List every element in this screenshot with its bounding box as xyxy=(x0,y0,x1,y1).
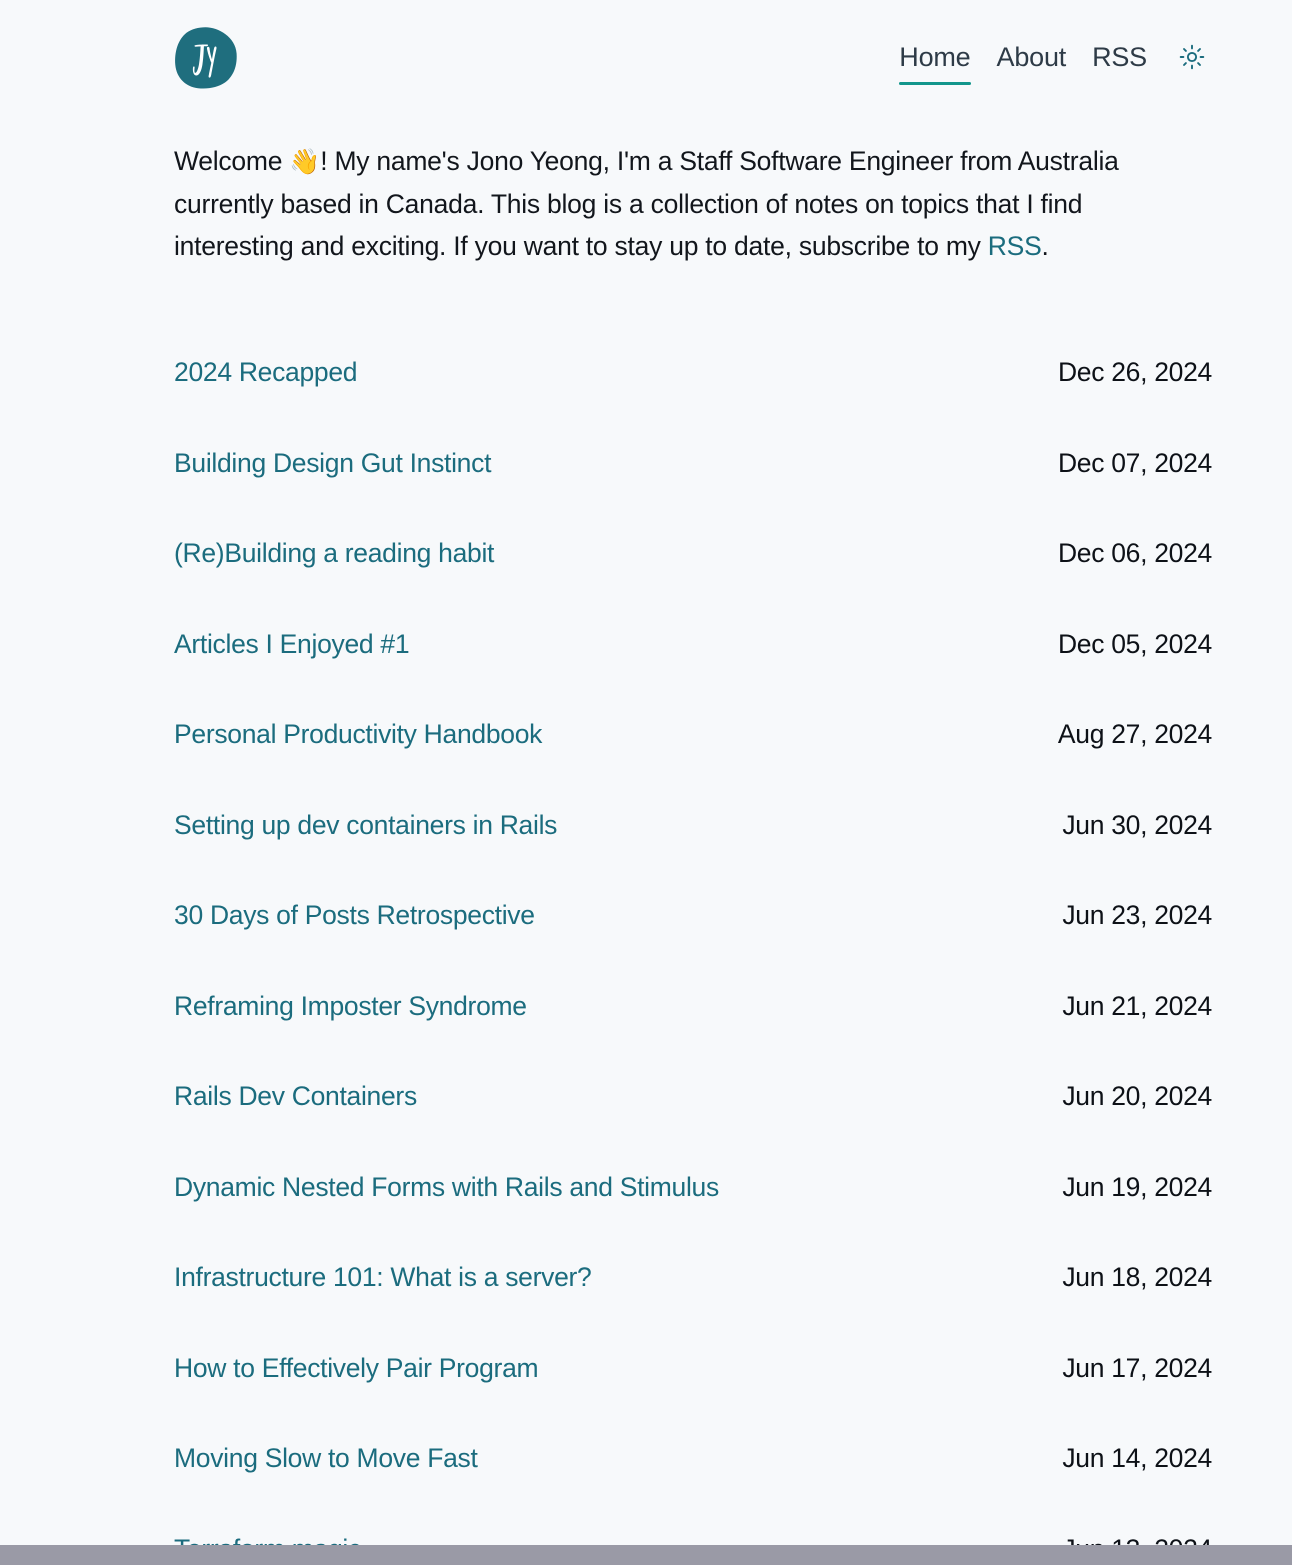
site-header xyxy=(174,0,1212,102)
post-title-link[interactable]: Setting up dev containers in Rails xyxy=(174,809,558,840)
post-date: Jun 30, 2024 xyxy=(1062,809,1212,840)
post-row xyxy=(174,1172,1212,1263)
post-row xyxy=(174,1353,1212,1444)
window-bottom-scrollbar[interactable] xyxy=(0,1545,1292,1565)
sun-icon xyxy=(1179,44,1205,70)
site-logo-link[interactable] xyxy=(174,26,238,90)
intro-paragraph xyxy=(174,102,1184,267)
post-title-link[interactable]: Infrastructure 101: What is a server? xyxy=(174,1262,592,1292)
site-nav xyxy=(886,37,1212,79)
intro-rss-link[interactable]: RSS xyxy=(987,231,1042,261)
post-list xyxy=(174,357,1212,1565)
post-row xyxy=(174,448,1212,539)
post-title-link[interactable]: Moving Slow to Move Fast xyxy=(174,1443,478,1473)
intro-text-part1: Welcome xyxy=(174,146,290,176)
post-row xyxy=(174,538,1212,629)
intro-text-part2: ! My name's Jono Yeong, I'm a Staff Software Engineer from Australia currently based in Canada. This blog is a collection of notes on topics that I find interesting and exciting. If you want to stay up to date, subscribe to my xyxy=(174,146,1119,261)
nav-link-rss[interactable]: RSS xyxy=(1092,42,1147,72)
post-row xyxy=(174,719,1212,810)
post-title-link[interactable]: Reframing Imposter Syndrome xyxy=(174,990,527,1021)
post-row xyxy=(174,810,1212,901)
post-row xyxy=(174,1081,1212,1172)
nav-link-home[interactable]: Home xyxy=(886,40,983,74)
post-row xyxy=(174,991,1212,1082)
post-date: Dec 07, 2024 xyxy=(1057,447,1212,478)
post-row xyxy=(174,629,1212,720)
jy-monogram-logo-icon xyxy=(174,26,238,90)
post-title-link[interactable]: Dynamic Nested Forms with Rails and Stimulus xyxy=(174,1171,719,1202)
post-date: Jun 20, 2024 xyxy=(1062,1081,1212,1111)
page-container xyxy=(174,0,1212,267)
post-date: Dec 06, 2024 xyxy=(1057,538,1212,568)
nav-link-about[interactable]: About xyxy=(996,42,1067,72)
post-row xyxy=(174,900,1212,991)
waving-hand-icon: 👋 xyxy=(289,148,321,176)
post-row xyxy=(174,357,1212,448)
post-date: Dec 26, 2024 xyxy=(1057,357,1212,387)
post-row xyxy=(174,1262,1212,1353)
post-date: Jun 19, 2024 xyxy=(1062,1171,1212,1202)
post-title-link[interactable]: How to Effectively Pair Program xyxy=(174,1352,539,1383)
post-row xyxy=(174,1443,1212,1534)
post-date: Aug 27, 2024 xyxy=(1057,719,1212,749)
post-title-link[interactable]: Personal Productivity Handbook xyxy=(174,719,543,749)
post-title-link[interactable]: (Re)Building a reading habit xyxy=(174,538,495,568)
post-title-link[interactable]: 30 Days of Posts Retrospective xyxy=(174,900,535,930)
theme-toggle-button[interactable] xyxy=(1172,37,1212,77)
post-title-link[interactable]: Articles I Enjoyed #1 xyxy=(174,628,410,659)
post-date: Jun 23, 2024 xyxy=(1062,900,1212,930)
post-date: Jun 18, 2024 xyxy=(1062,1262,1212,1292)
post-date: Jun 17, 2024 xyxy=(1062,1352,1212,1383)
post-date: Dec 05, 2024 xyxy=(1057,628,1212,659)
post-date: Jun 21, 2024 xyxy=(1062,990,1212,1021)
post-title-link[interactable]: 2024 Recapped xyxy=(174,357,358,387)
post-title-link[interactable]: Rails Dev Containers xyxy=(174,1081,417,1111)
post-date: Jun 14, 2024 xyxy=(1062,1443,1212,1473)
intro-text-part3: . xyxy=(1041,231,1049,261)
post-title-link[interactable]: Building Design Gut Instinct xyxy=(174,447,492,478)
